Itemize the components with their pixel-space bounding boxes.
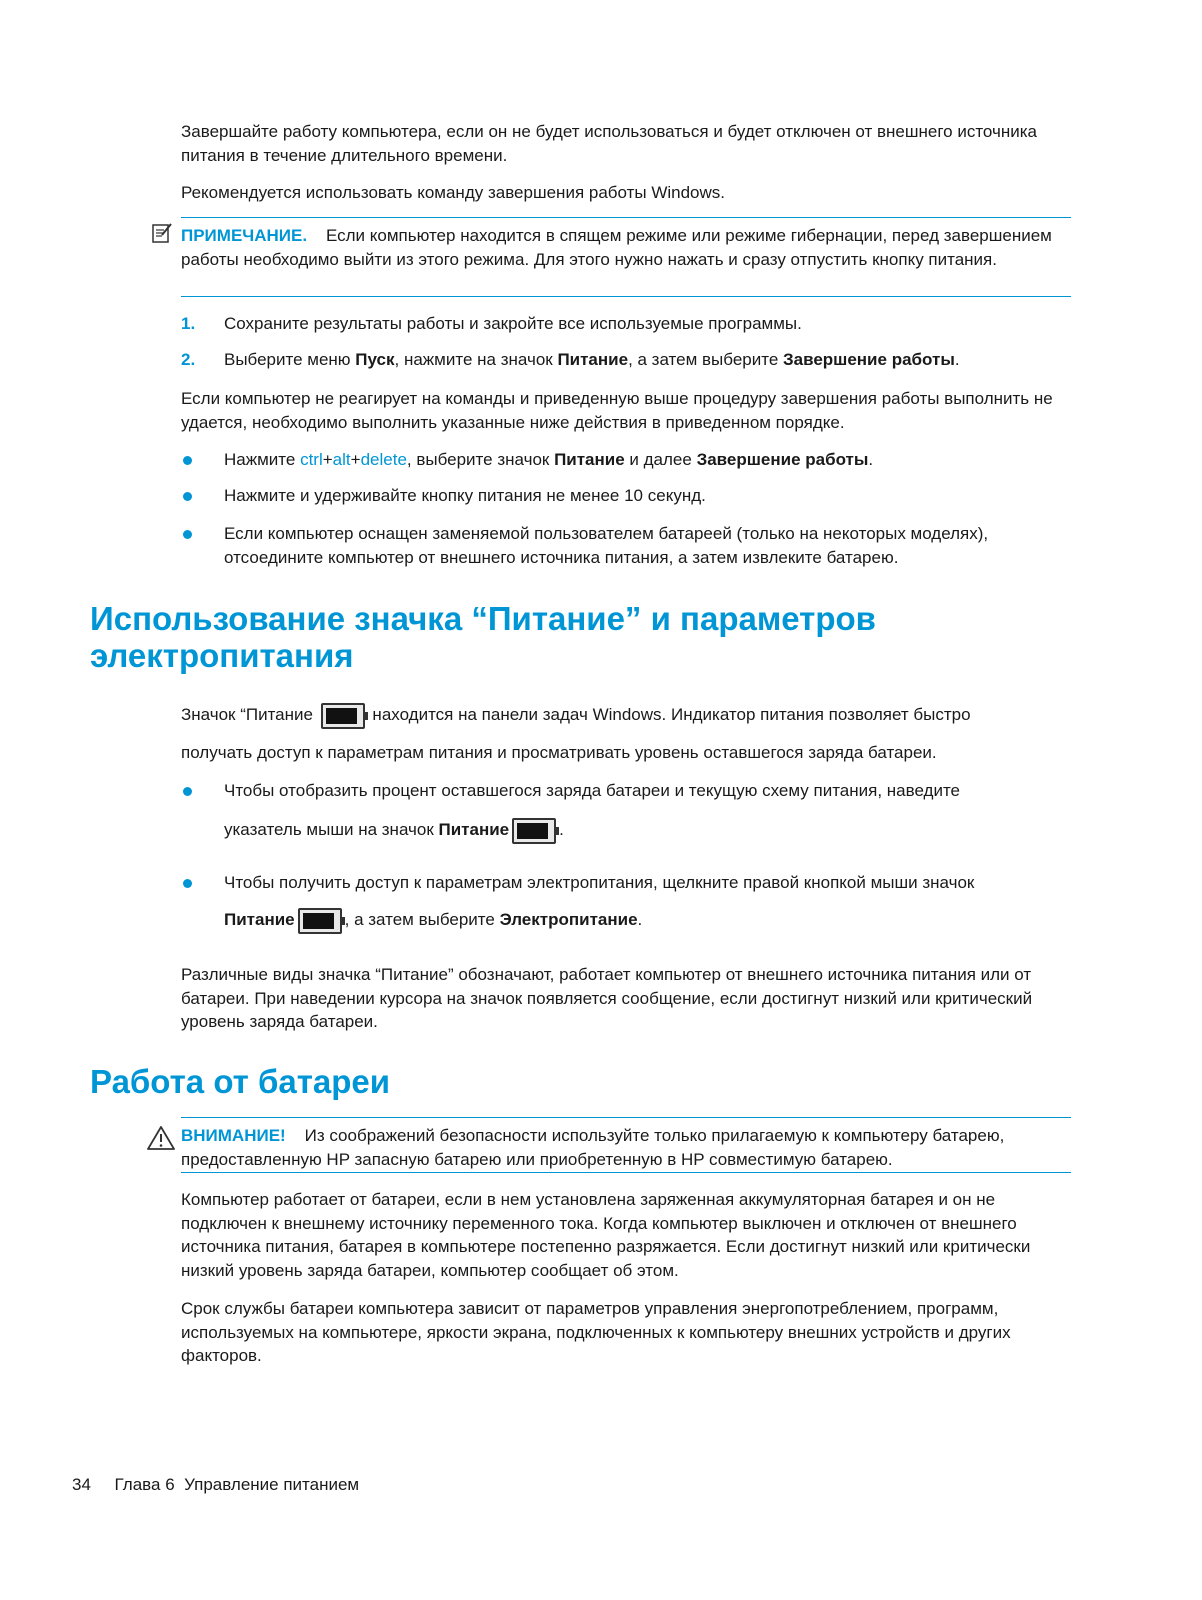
intro-paragraph: Завершайте работу компьютера, если он не будет использоваться и будет отключен от внешнего источника питания в течение длительного времени.	[181, 122, 1038, 165]
section-heading-power-icon: Использование значка “Питание” и параметров электропитания	[90, 600, 876, 674]
step-1-text: Сохраните результаты работы и закройте все используемые программы.	[224, 314, 802, 333]
battery-icon	[512, 818, 556, 844]
page-number: 34	[72, 1475, 91, 1494]
fallback-paragraph: Если компьютер не реагирует на команды и приведенную выше процедуру завершения работы выполнить не удается, необходимо выполнить указанные ниже действия в приведенном порядке.	[181, 389, 1053, 432]
chapter-number: Глава 6	[114, 1475, 175, 1494]
battery-paragraph-1: Компьютер работает от батареи, если в нем установлена заряженная аккумуляторная батарея и он не подключен к внешнему источнику переменного тока. Когда компьютер выключен и отключен от внешнего источника питания, батарея в компьютере постепенно разряжается. Если достигнут низкий или критически низкий уровень заряда батареи, компьютер сообщает об этом.	[181, 1190, 1031, 1280]
power-icon-paragraph-cont: получать доступ к параметрам питания и просматривать уровень оставшегося заряда батареи.	[181, 743, 937, 762]
warning-icon	[146, 1125, 176, 1151]
fallback-bullet-3: Если компьютер оснащен заменяемой пользователем батареей (только на некоторых моделях), отсоедините компьютер от внешнего источника питания, а затем извлеките батарею.	[224, 524, 989, 567]
power-bullet-2-line1: Чтобы получить доступ к параметрам электропитания, щелкните правой кнопкой мыши значок	[224, 873, 975, 892]
fallback-bullet-1: Нажмите ctrl+alt+delete, выберите значок Питание и далее Завершение работы.	[224, 450, 874, 469]
intro-recommendation: Рекомендуется использовать команду завершения работы Windows.	[181, 183, 726, 202]
power-icon-paragraph: Значок “Питание находится на панели задач Windows. Индикатор питания позволяет быстро	[181, 700, 1071, 730]
note-bottom-rule	[181, 296, 1071, 297]
bullet-dot	[183, 530, 192, 539]
bullet-dot	[183, 492, 192, 501]
warning-bottom-rule	[181, 1172, 1071, 1173]
note-top-rule	[181, 217, 1071, 218]
fallback-bullet-2: Нажмите и удерживайте кнопку питания не менее 10 секунд.	[224, 486, 706, 505]
warning-text: Из соображений безопасности используйте только прилагаемую к компьютеру батарею, предоставленную HP запасную батарею или приобретенную в HP совместимую батарею.	[181, 1126, 1005, 1169]
bullet-dot	[183, 456, 192, 465]
battery-icon	[298, 908, 342, 934]
power-icon-types-paragraph: Различные виды значка “Питание” обозначают, работает компьютер от внешнего источника питания или от батареи. При наведении курсора на значок появляется сообщение, если достигнут низкий или критический уровень заряда батареи.	[181, 965, 1033, 1031]
step-number: 2.	[181, 350, 196, 369]
key-delete: delete	[360, 450, 407, 469]
section-heading-battery: Работа от батареи	[90, 1063, 391, 1100]
chapter-title: Управление питанием	[184, 1475, 360, 1494]
battery-icon	[321, 703, 365, 729]
note-block	[181, 224, 1071, 271]
note-icon	[151, 222, 173, 244]
power-bullet-2-line2: Питание , а затем выберите Электропитание.	[224, 905, 1071, 935]
key-alt: alt	[332, 450, 351, 469]
step-number: 1.	[181, 314, 196, 333]
power-bullet-1-line2: указатель мыши на значок Питание .	[224, 815, 1071, 845]
page-footer	[72, 1474, 359, 1496]
bullet-dot	[183, 787, 192, 796]
warning-top-rule	[181, 1117, 1071, 1118]
warning-block	[181, 1124, 1071, 1171]
power-bullet-1-line1: Чтобы отобразить процент оставшегося заряда батареи и текущую схему питания, наведите	[224, 781, 961, 800]
note-label: ПРИМЕЧАНИЕ.	[181, 226, 308, 245]
step-2-text: Выберите меню Пуск, нажмите на значок Питание, а затем выберите Завершение работы.	[224, 350, 960, 369]
key-ctrl: ctrl	[300, 450, 323, 469]
bullet-dot	[183, 879, 192, 888]
battery-paragraph-2: Срок службы батареи компьютера зависит от параметров управления энергопотреблением, программ, используемых на компьютере, яркости экрана, подключенных к компьютеру внешних устройств и других факторов.	[181, 1299, 1011, 1365]
note-text: Если компьютер находится в спящем режиме или режиме гибернации, перед завершением работы необходимо выйти из этого режима. Для этого нужно нажать и сразу отпустить кнопку питания.	[181, 226, 1052, 269]
warning-label: ВНИМАНИЕ!	[181, 1126, 286, 1145]
